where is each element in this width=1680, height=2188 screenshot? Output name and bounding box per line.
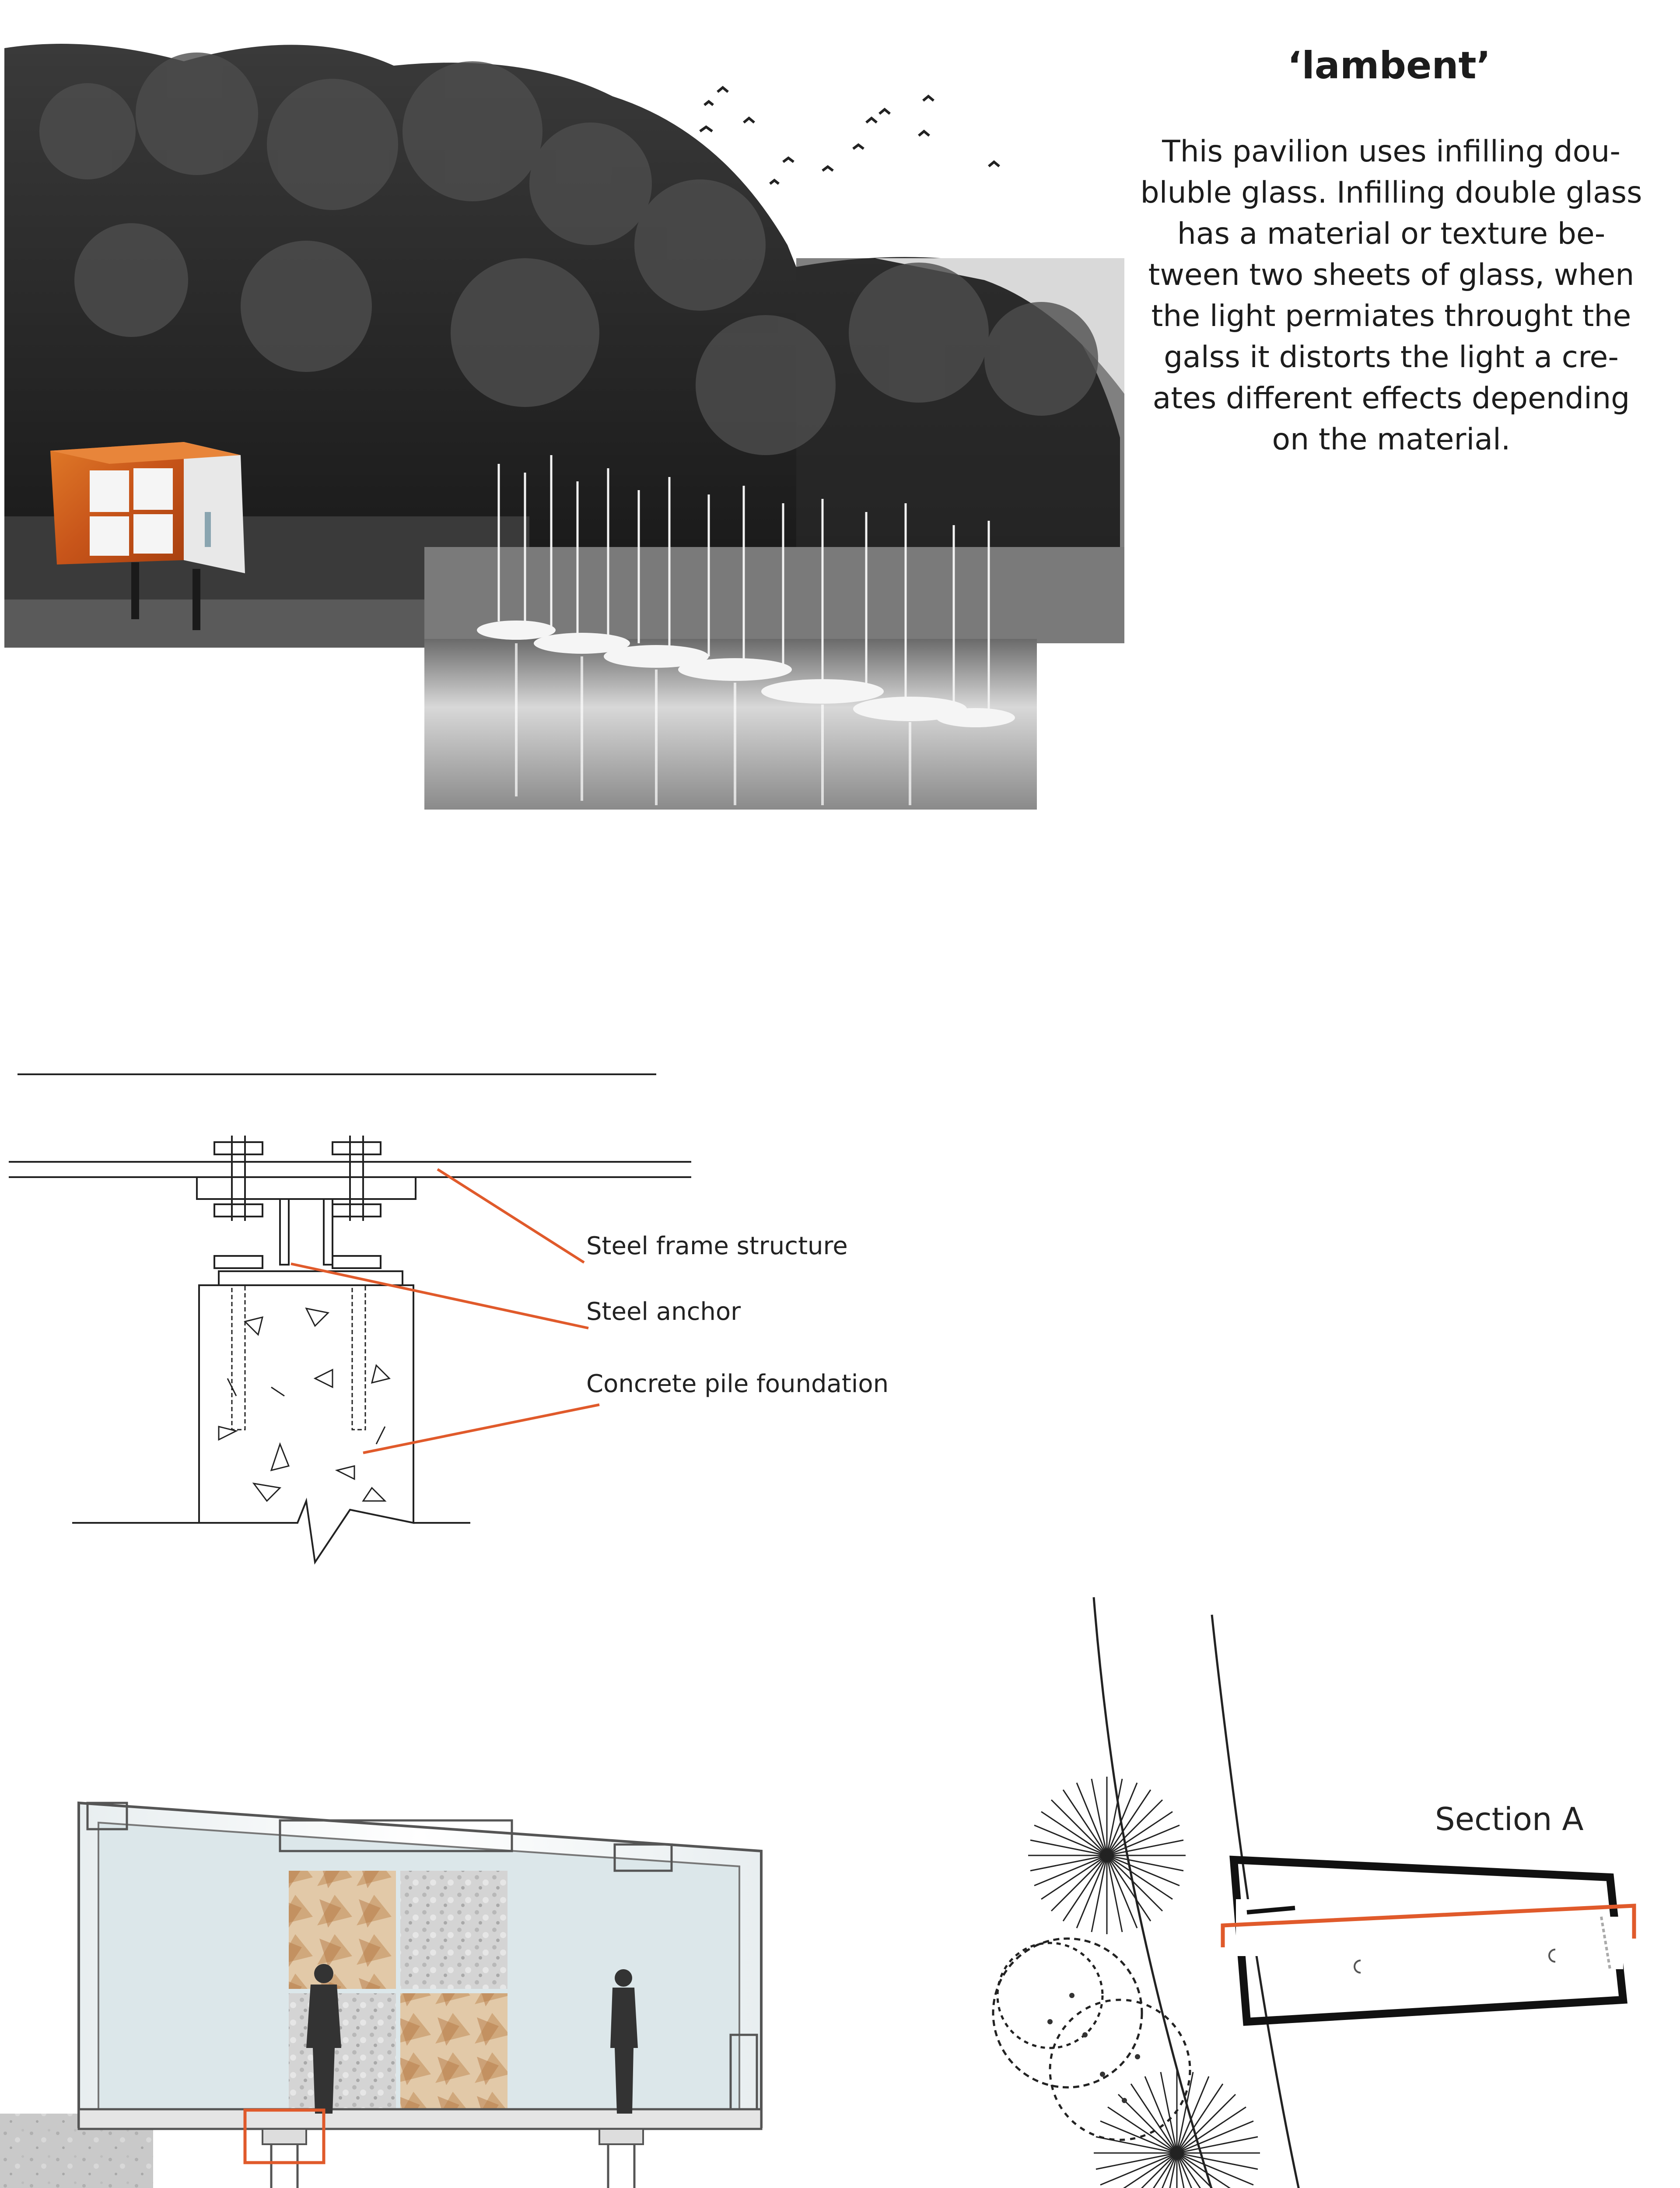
page-title: ‘lambent’ xyxy=(1287,44,1491,88)
callout-steel-anchor: Steel anchor xyxy=(586,1297,741,1326)
callout-concrete-pile: Concrete pile foundation xyxy=(586,1370,889,1398)
callout-steel-frame: Steel frame structure xyxy=(586,1232,848,1260)
birds xyxy=(700,88,999,184)
section-drawing xyxy=(0,1803,919,2188)
floor-plan xyxy=(993,1597,1634,2188)
description-text: This pavilion uses infilling dou- bluble glass. Infilling double glass has a material or texture be- tween two sheets of glass, when the light permiates throught the galss it distorts the light a cre- ates different effects depending on the material. xyxy=(1140,134,1642,457)
section-a-marker: Section A xyxy=(1435,1801,1584,1837)
